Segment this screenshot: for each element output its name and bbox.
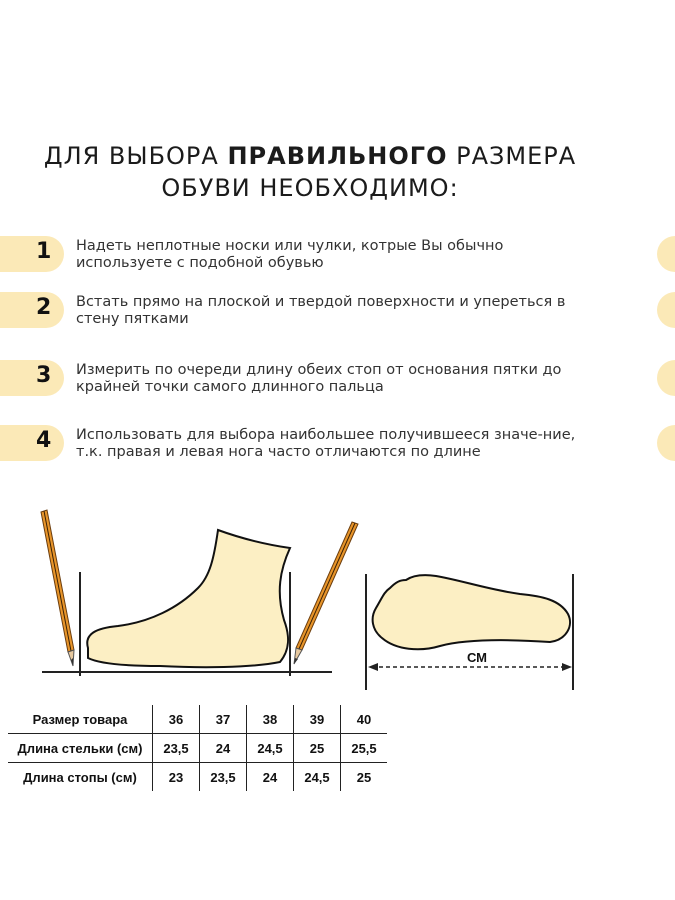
table-cell: 25: [294, 734, 341, 763]
table-row: [8, 734, 387, 763]
step-right-cap: [657, 425, 675, 461]
table-cell: 40: [341, 705, 388, 734]
table-cell: 25: [356, 769, 372, 785]
foot-top-view: [373, 575, 570, 649]
step-right-cap: [657, 236, 675, 272]
table-cell: 23,5: [200, 763, 247, 792]
title-highlight: ПРАВИЛЬНОГО: [227, 142, 448, 170]
table-cell: 24,5: [247, 734, 294, 763]
step-1: [0, 236, 675, 276]
step-text: Измерить по очереди длину обеих стоп от основания пятки до крайней точки самого длинного пальца: [76, 362, 562, 395]
step-3: [0, 360, 675, 400]
step-badge: [0, 425, 64, 461]
step-badge: [0, 360, 64, 396]
step-text: Надеть неплотные носки или чулки, котрые Вы обычно используете с подобной обувью: [76, 238, 504, 271]
step-number: 3: [36, 363, 52, 388]
step-badge: [0, 236, 64, 272]
table-cell: 23,5: [153, 734, 200, 763]
foot-measurement-illustration: [0, 500, 675, 700]
unit-label: СМ: [466, 650, 488, 665]
row-header: Длина стельки (см): [8, 734, 153, 763]
page-title: [0, 140, 620, 204]
step-text: Встать прямо на плоской и твердой поверхности и упереться в стену пятками: [76, 294, 566, 327]
table-cell: 25,5: [341, 734, 388, 763]
step-right-cap: [657, 292, 675, 328]
table-row: [8, 705, 387, 734]
step-4: [0, 425, 675, 465]
step-number: 2: [36, 295, 52, 320]
step-badge: [0, 292, 64, 328]
title-line-1: [0, 140, 620, 172]
table-cell: 23: [153, 763, 200, 792]
step-2: [0, 292, 675, 332]
step-right-cap: [657, 360, 675, 396]
title-line-2: ОБУВИ НЕОБХОДИМО:: [161, 174, 459, 202]
table-cell: 36: [153, 705, 200, 734]
table-cell: 37: [200, 705, 247, 734]
table-row: [8, 763, 387, 792]
table-cell: 39: [294, 705, 341, 734]
row-header: Размер товара: [8, 705, 153, 734]
table-cell: 24: [200, 734, 247, 763]
table-cell: 38: [247, 705, 294, 734]
step-text: Использовать для выбора наибольшее получившееся значе-ние, т.к. правая и левая нога часто отличаются по длине: [76, 427, 576, 460]
title-text: ДЛЯ ВЫБОРА: [43, 142, 228, 170]
foot-side-view: [87, 530, 290, 667]
table-cell: 24: [247, 763, 294, 792]
row-header: Длина стопы (см): [8, 763, 153, 792]
step-number: 4: [36, 428, 52, 453]
pencil-icon: [294, 522, 358, 664]
step-number: 1: [36, 239, 52, 264]
title-text: РАЗМЕРА: [447, 142, 577, 170]
table-cell: 24,5: [294, 763, 341, 792]
pencil-icon: [41, 510, 74, 666]
size-table: [8, 705, 387, 791]
